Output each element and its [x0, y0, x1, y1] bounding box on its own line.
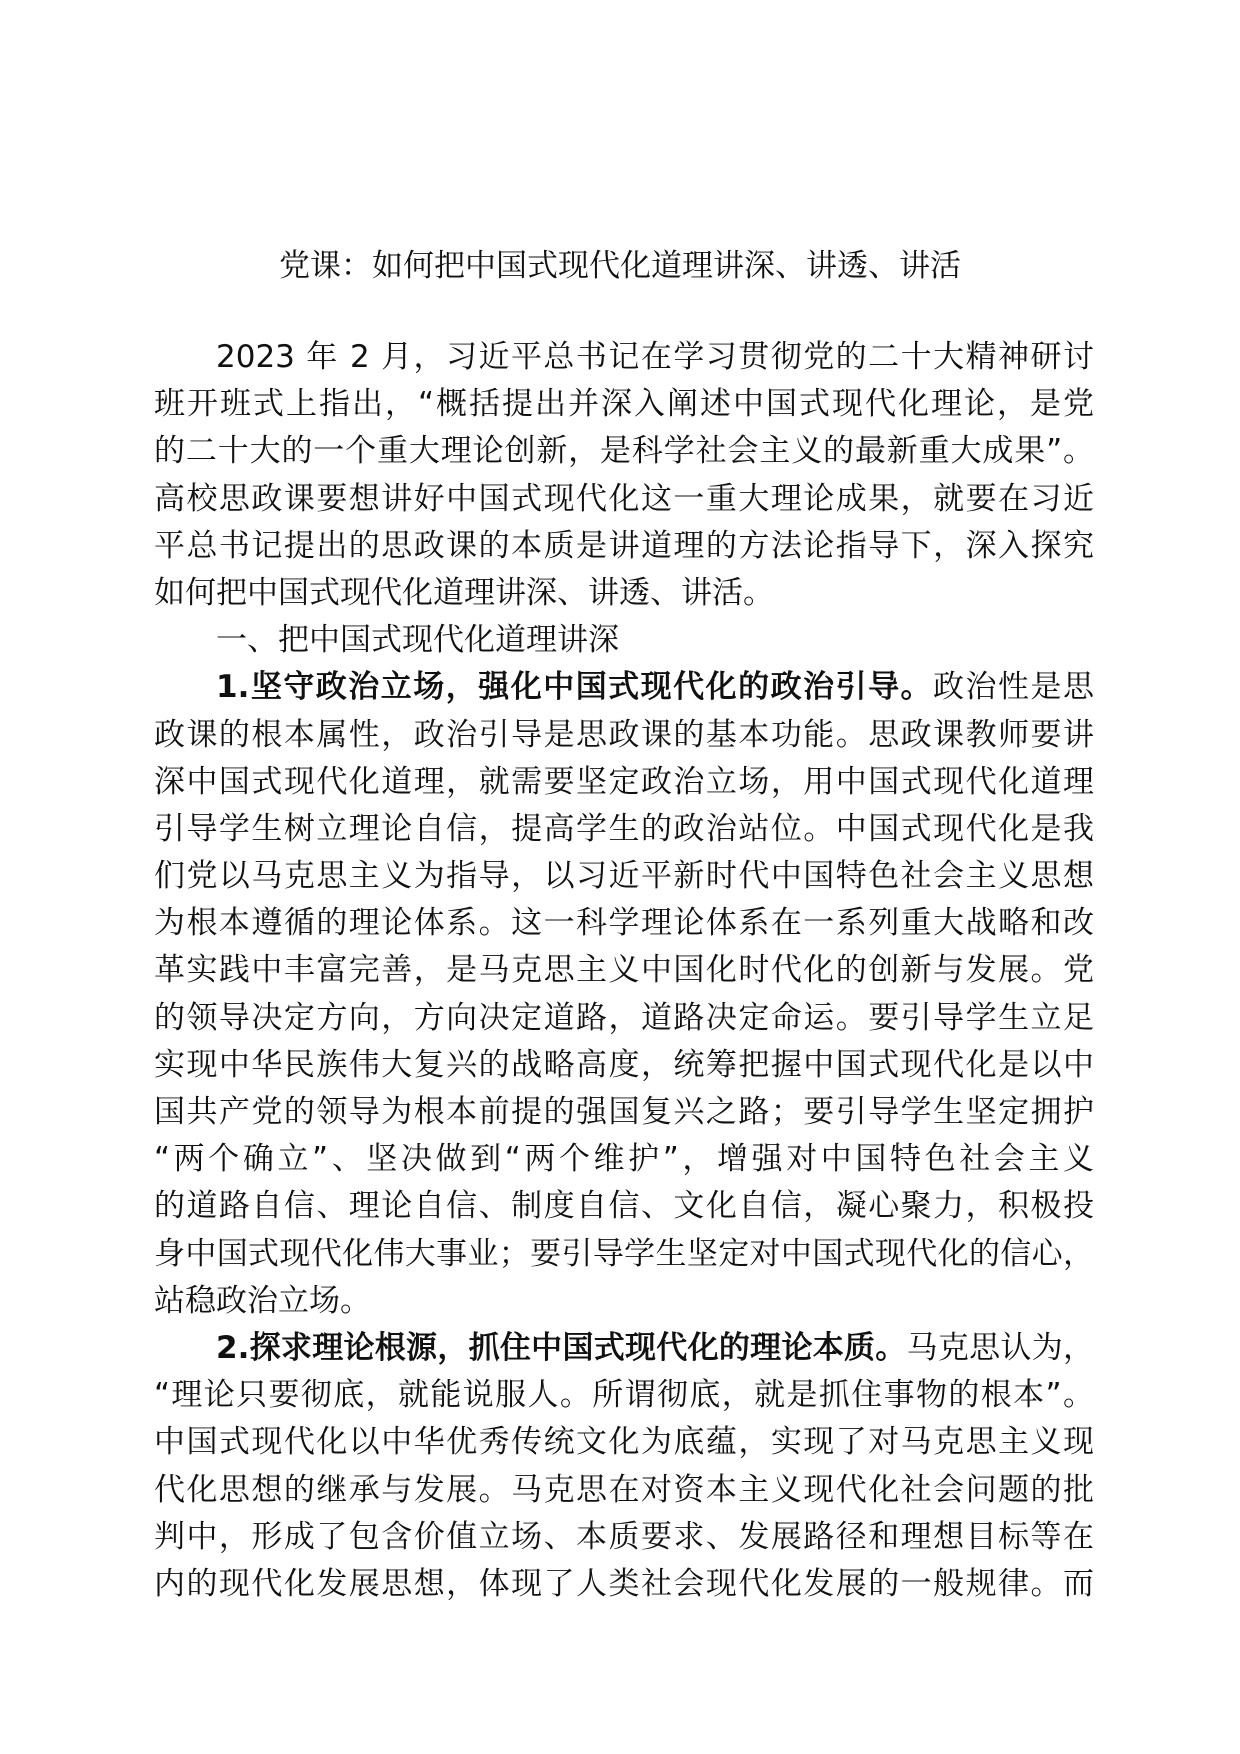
paragraph-text: 政治性是思: [933, 669, 1094, 706]
paragraph-line: 平总书记提出的思政课的本质是讲道理的方法论指导下，深入探究: [154, 527, 1094, 564]
paragraph-line: 的二十大的一个重大理论创新，是科学社会主义的最新重大成果”。: [154, 433, 1094, 470]
section-heading: 一、把中国式现代化道理讲深: [216, 622, 619, 659]
paragraph-line: 为根本遵循的理论体系。这一科学理论体系在一系列重大战略和改: [154, 905, 1094, 942]
paragraph-line: 班开班式上指出，“概括提出并深入阐述中国式现代化理论，是党: [154, 386, 1094, 423]
paragraph-line: 政课的根本属性，政治引导是思政课的基本功能。思政课教师要讲: [154, 716, 1094, 753]
paragraph-line: “两个确立”、坚决做到“两个维护”，增强对中国特色社会主义: [154, 1141, 1094, 1178]
paragraph-line: [154, 664, 1094, 711]
bold-lead-2: 2.探求理论根源，抓住中国式现代化的理论本质。: [216, 1329, 907, 1366]
paragraph-text: 马克思认为，: [906, 1329, 1094, 1366]
paragraph-line: 如何把中国式现代化道理讲深、讲透、讲活。: [154, 574, 774, 611]
document-body: [154, 334, 1094, 1608]
paragraph-line: 们党以马克思主义为指导，以习近平新时代中国特色社会主义思想: [154, 858, 1094, 895]
paragraph-line: 的道路自信、理论自信、制度自信、文化自信，凝心聚力，积极投: [154, 1188, 1094, 1225]
paragraph-line: 高校思政课要想讲好中国式现代化这一重大理论成果，就要在习近: [154, 480, 1094, 517]
paragraph-line: 国共产党的领导为根本前提的强国复兴之路；要引导学生坚定拥护: [154, 1094, 1094, 1130]
paragraph-line: 站稳政治立场。: [154, 1282, 371, 1319]
paragraph-line: 判中，形成了包含价值立场、本质要求、发展路径和理想目标等在: [154, 1518, 1094, 1555]
paragraph-line: 中国式现代化以中华优秀传统文化为底蕴，实现了对马克思主义现: [154, 1424, 1094, 1461]
bold-lead-1: 1.坚守政治立场，强化中国式现代化的政治引导。: [216, 669, 934, 706]
paragraph-line: 实现中华民族伟大复兴的战略高度，统筹把握中国式现代化是以中: [154, 1046, 1094, 1083]
paragraph-line: 2023 年 2 月，习近平总书记在学习贯彻党的二十大精神研讨: [216, 339, 1094, 375]
document-title: 党课：如何把中国式现代化道理讲深、讲透、讲活: [279, 248, 961, 284]
paragraph-line: 引导学生树立理论自信，提高学生的政治站位。中国式现代化是我: [154, 810, 1094, 847]
paragraph-line: 代化思想的继承与发展。马克思在对资本主义现代化社会问题的批: [154, 1471, 1094, 1508]
paragraph-line: “理论只要彻底，就能说服人。所谓彻底，就是抓住事物的根本”。: [154, 1377, 1094, 1414]
paragraph-line: 内的现代化发展思想，体现了人类社会现代化发展的一般规律。而: [154, 1565, 1094, 1602]
paragraph-line: 身中国式现代化伟大事业；要引导学生坚定对中国式现代化的信心，: [154, 1235, 1094, 1272]
paragraph-line: [154, 1325, 1094, 1372]
paragraph-line: 深中国式现代化道理，就需要坚定政治立场，用中国式现代化道理: [154, 763, 1094, 800]
paragraph-line: 的领导决定方向，方向决定道路，道路决定命运。要引导学生立足: [154, 999, 1094, 1036]
paragraph-line: 革实践中丰富完善，是马克思主义中国化时代化的创新与发展。党: [154, 952, 1094, 989]
